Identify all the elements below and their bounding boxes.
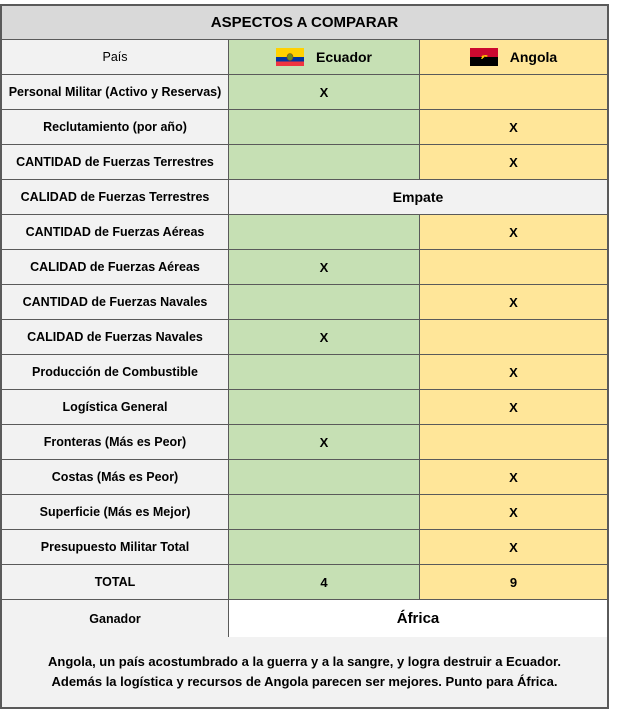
table-row <box>2 215 607 250</box>
angola-mark <box>420 250 607 284</box>
row-label: CANTIDAD de Fuerzas Aéreas <box>2 215 229 249</box>
row-label: Fronteras (Más es Peor) <box>2 425 229 459</box>
angola-mark <box>420 320 607 354</box>
row-label: CANTIDAD de Fuerzas Terrestres <box>2 145 229 179</box>
ecuador-mark: X <box>229 75 420 109</box>
angola-mark: X <box>420 530 607 564</box>
ecuador-mark: X <box>229 250 420 284</box>
table-row <box>2 355 607 390</box>
row-label: Superficie (Más es Mejor) <box>2 495 229 529</box>
conclusion-text <box>2 637 607 707</box>
ecuador-mark <box>229 460 420 494</box>
conclusion-line-1: Angola, un país acostumbrado a la guerra y a la sangre, y logra destruir a Ecuador. <box>48 654 561 669</box>
ecuador-label: Ecuador <box>315 49 372 65</box>
row-label: CALIDAD de Fuerzas Terrestres <box>2 180 229 214</box>
ecuador-mark <box>229 145 420 179</box>
angola-mark <box>420 75 607 109</box>
row-label: Logística General <box>2 390 229 424</box>
angola-total: 9 <box>420 565 607 599</box>
table-row <box>2 320 607 355</box>
total-label: TOTAL <box>2 565 229 599</box>
row-label: Costas (Más es Peor) <box>2 460 229 494</box>
tie-cell: Empate <box>229 180 607 214</box>
ecuador-header <box>229 40 420 74</box>
ecuador-flag-icon <box>276 48 304 66</box>
angola-mark: X <box>420 145 607 179</box>
table-row <box>2 75 607 110</box>
row-label: CALIDAD de Fuerzas Navales <box>2 320 229 354</box>
table-row <box>2 530 607 565</box>
country-header-label: País <box>2 40 229 74</box>
table-row <box>2 390 607 425</box>
title-row <box>2 6 607 40</box>
angola-mark: X <box>420 110 607 144</box>
angola-mark: X <box>420 460 607 494</box>
ecuador-mark <box>229 495 420 529</box>
ecuador-mark <box>229 355 420 389</box>
total-row <box>2 565 607 600</box>
table-row <box>2 425 607 460</box>
row-label: CANTIDAD de Fuerzas Navales <box>2 285 229 319</box>
angola-mark: X <box>420 495 607 529</box>
row-label: Personal Militar (Activo y Reservas) <box>2 75 229 109</box>
ecuador-mark <box>229 530 420 564</box>
angola-mark: X <box>420 215 607 249</box>
table-row <box>2 285 607 320</box>
ecuador-mark <box>229 390 420 424</box>
comparison-table <box>0 4 609 709</box>
ecuador-mark <box>229 110 420 144</box>
table-title: ASPECTOS A COMPARAR <box>2 6 607 39</box>
angola-flag-icon <box>470 48 498 66</box>
angola-header <box>420 40 607 74</box>
header-row <box>2 40 607 75</box>
row-label: Reclutamiento (por año) <box>2 110 229 144</box>
table-row <box>2 250 607 285</box>
angola-mark: X <box>420 390 607 424</box>
table-row <box>2 460 607 495</box>
ecuador-mark <box>229 285 420 319</box>
winner-row <box>2 600 607 638</box>
table-row <box>2 110 607 145</box>
row-label: Producción de Combustible <box>2 355 229 389</box>
angola-mark <box>420 425 607 459</box>
ecuador-mark: X <box>229 425 420 459</box>
row-label: Presupuesto Militar Total <box>2 530 229 564</box>
table-row <box>2 180 607 215</box>
table-row <box>2 145 607 180</box>
winner-value: África <box>229 600 607 637</box>
row-label: CALIDAD de Fuerzas Aéreas <box>2 250 229 284</box>
angola-mark: X <box>420 355 607 389</box>
conclusion-line-2: Además la logística y recursos de Angola parecen ser mejores. Punto para África. <box>51 674 558 689</box>
ecuador-mark <box>229 215 420 249</box>
ecuador-total: 4 <box>229 565 420 599</box>
angola-label: Angola <box>509 49 558 65</box>
table-row <box>2 495 607 530</box>
winner-label: Ganador <box>2 600 229 637</box>
ecuador-mark: X <box>229 320 420 354</box>
angola-mark: X <box>420 285 607 319</box>
